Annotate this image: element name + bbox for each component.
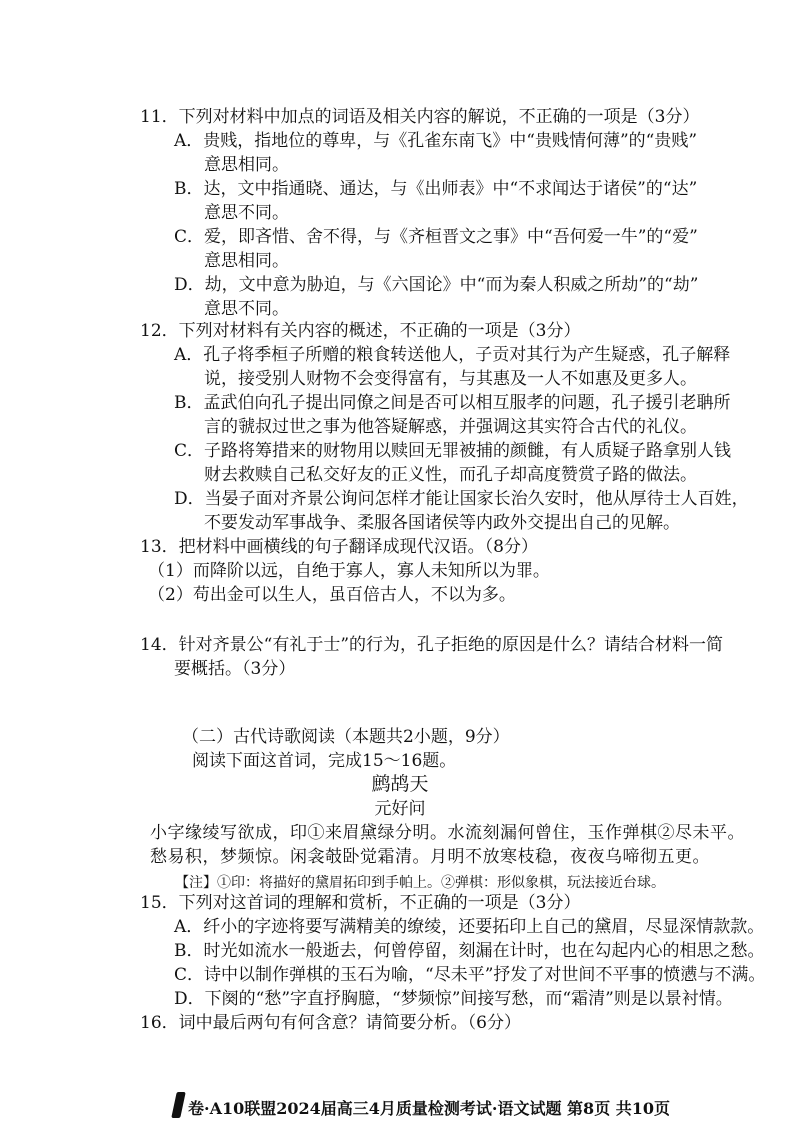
q12-option-c-line2: 财去救赎自己私交好友的正义性，而孔子却高度赞赏子路的做法。 [204, 465, 697, 485]
q13-sentence-2: （2）苟出金可以生人，虽百倍古人，不以为多。 [148, 585, 516, 605]
q15-option-d: D．下阕的“愁”字直抒胸臆，“梦频惊”间接写愁，而“霜清”则是以景衬情。 [174, 989, 733, 1009]
poem-line-1: 小字缘绫写欲成，印①来眉黛绿分明。水流刻漏何曾住，玉作弹棋②尽未平。 [150, 823, 745, 843]
poem-line-2: 愁易积，梦频惊。闲衾攲卧觉霜清。月明不放寒枝稳，夜夜乌啼彻五更。 [150, 847, 710, 867]
q13-sentence-1: （1）而降阶以远，自绝于寡人，寡人未知所以为罪。 [148, 561, 550, 581]
q11-option-b-line1: B．达，文中指通晓、通达，与《出师表》中“不求闻达于诸侯”的“达” [174, 179, 698, 199]
q11-option-a-line1: A．贵贱，指地位的尊卑，与《孔雀东南飞》中“贵贱情何薄”的“贵贱” [174, 131, 698, 151]
q11-option-c-line1: C．爱，即吝惜、舍不得，与《齐桓晋文之事》中“吾何爱一牛”的“爱” [174, 227, 698, 247]
q11-option-b-line2: 意思不同。 [204, 203, 289, 223]
q15-option-a: A．纤小的字迹将要写满精美的缭绫，还要拓印上自己的黛眉，尽显深情款款。 [174, 917, 765, 937]
poem-annotation: 【注】①印：将描好的黛眉拓印到手帕上。②弹棋：形似象棋，玩法接近台球。 [175, 875, 665, 891]
q14-stem-line1: 14．针对齐景公“有礼于士”的行为，孔子拒绝的原因是什么？请结合材料一简 [140, 635, 724, 655]
q15-option-c: C．诗中以制作弹棋的玉石为喻，“尽未平”抒发了对世间不平事的愤懑与不满。 [174, 965, 766, 985]
q12-option-d-line2: 不要发动军事战争、柔服各国诸侯等内政外交提出自己的见解。 [204, 513, 680, 533]
q12-option-d-line1: D．当晏子面对齐景公询问怎样才能让国家长治久安时，他从厚待士人百姓， [174, 489, 749, 509]
q12-option-b-line1: B．孟武伯向孔子提出同僚之间是否可以相互服孝的问题，孔子援引老聃所 [174, 393, 731, 413]
q12-stem: 12．下列对材料有关内容的概述，不正确的一项是（3分） [140, 321, 581, 341]
section2-instruction: 阅读下面这首词，完成15～16题。 [192, 751, 457, 771]
poem-title: 鹧鸪天 [371, 773, 429, 795]
q11-stem: 11．下列对材料中加点的词语及相关内容的解说，不正确的一项是（3分） [140, 107, 700, 127]
q11-option-d-line1: D．劫，文中意为胁迫，与《六国论》中“而为秦人积威之所劫”的“劫” [174, 275, 699, 295]
section2-heading: （二）古代诗歌阅读（本题共2小题，9分） [182, 727, 510, 747]
q16-stem: 16．词中最后两句有何含意？请简要分析。（6分） [140, 1013, 521, 1033]
q12-option-b-line2: 言的虢叔过世之事为他答疑解惑，并强调这其实符合古代的礼仪。 [204, 417, 697, 437]
q12-option-a-line1: A．孔子将季桓子所赠的粮食转送他人，子贡对其行为产生疑惑，孔子解释 [174, 345, 731, 365]
q11-option-a-line2: 意思相同。 [204, 155, 289, 175]
footer-text: 卷·A10联盟2024届高三4月质量检测考试·语文试题 第8页 共10页 [188, 1099, 671, 1118]
poem-author: 元好问 [374, 799, 426, 819]
q11-option-c-line2: 意思相同。 [204, 251, 289, 271]
q14-stem-line2: 要概括。（3分） [174, 659, 296, 679]
q13-stem: 13．把材料中画横线的句子翻译成现代汉语。（8分） [140, 537, 538, 557]
q15-option-b: B．时光如流水一般逝去，何曾停留，刻漏在计时，也在勾起内心的相思之愁。 [174, 941, 765, 961]
q15-stem: 15．下列对这首词的理解和赏析，不正确的一项是（3分） [140, 893, 581, 913]
page-footer [170, 1096, 670, 1119]
q12-option-c-line1: C．子路将筹措来的财物用以赎回无罪被捕的颜雠，有人质疑子路拿别人钱 [174, 441, 732, 461]
q11-option-d-line2: 意思不同。 [204, 299, 289, 319]
q12-option-a-line2: 说，接受别人财物不会变得富有，与其惠及一人不如惠及更多人。 [204, 369, 697, 389]
